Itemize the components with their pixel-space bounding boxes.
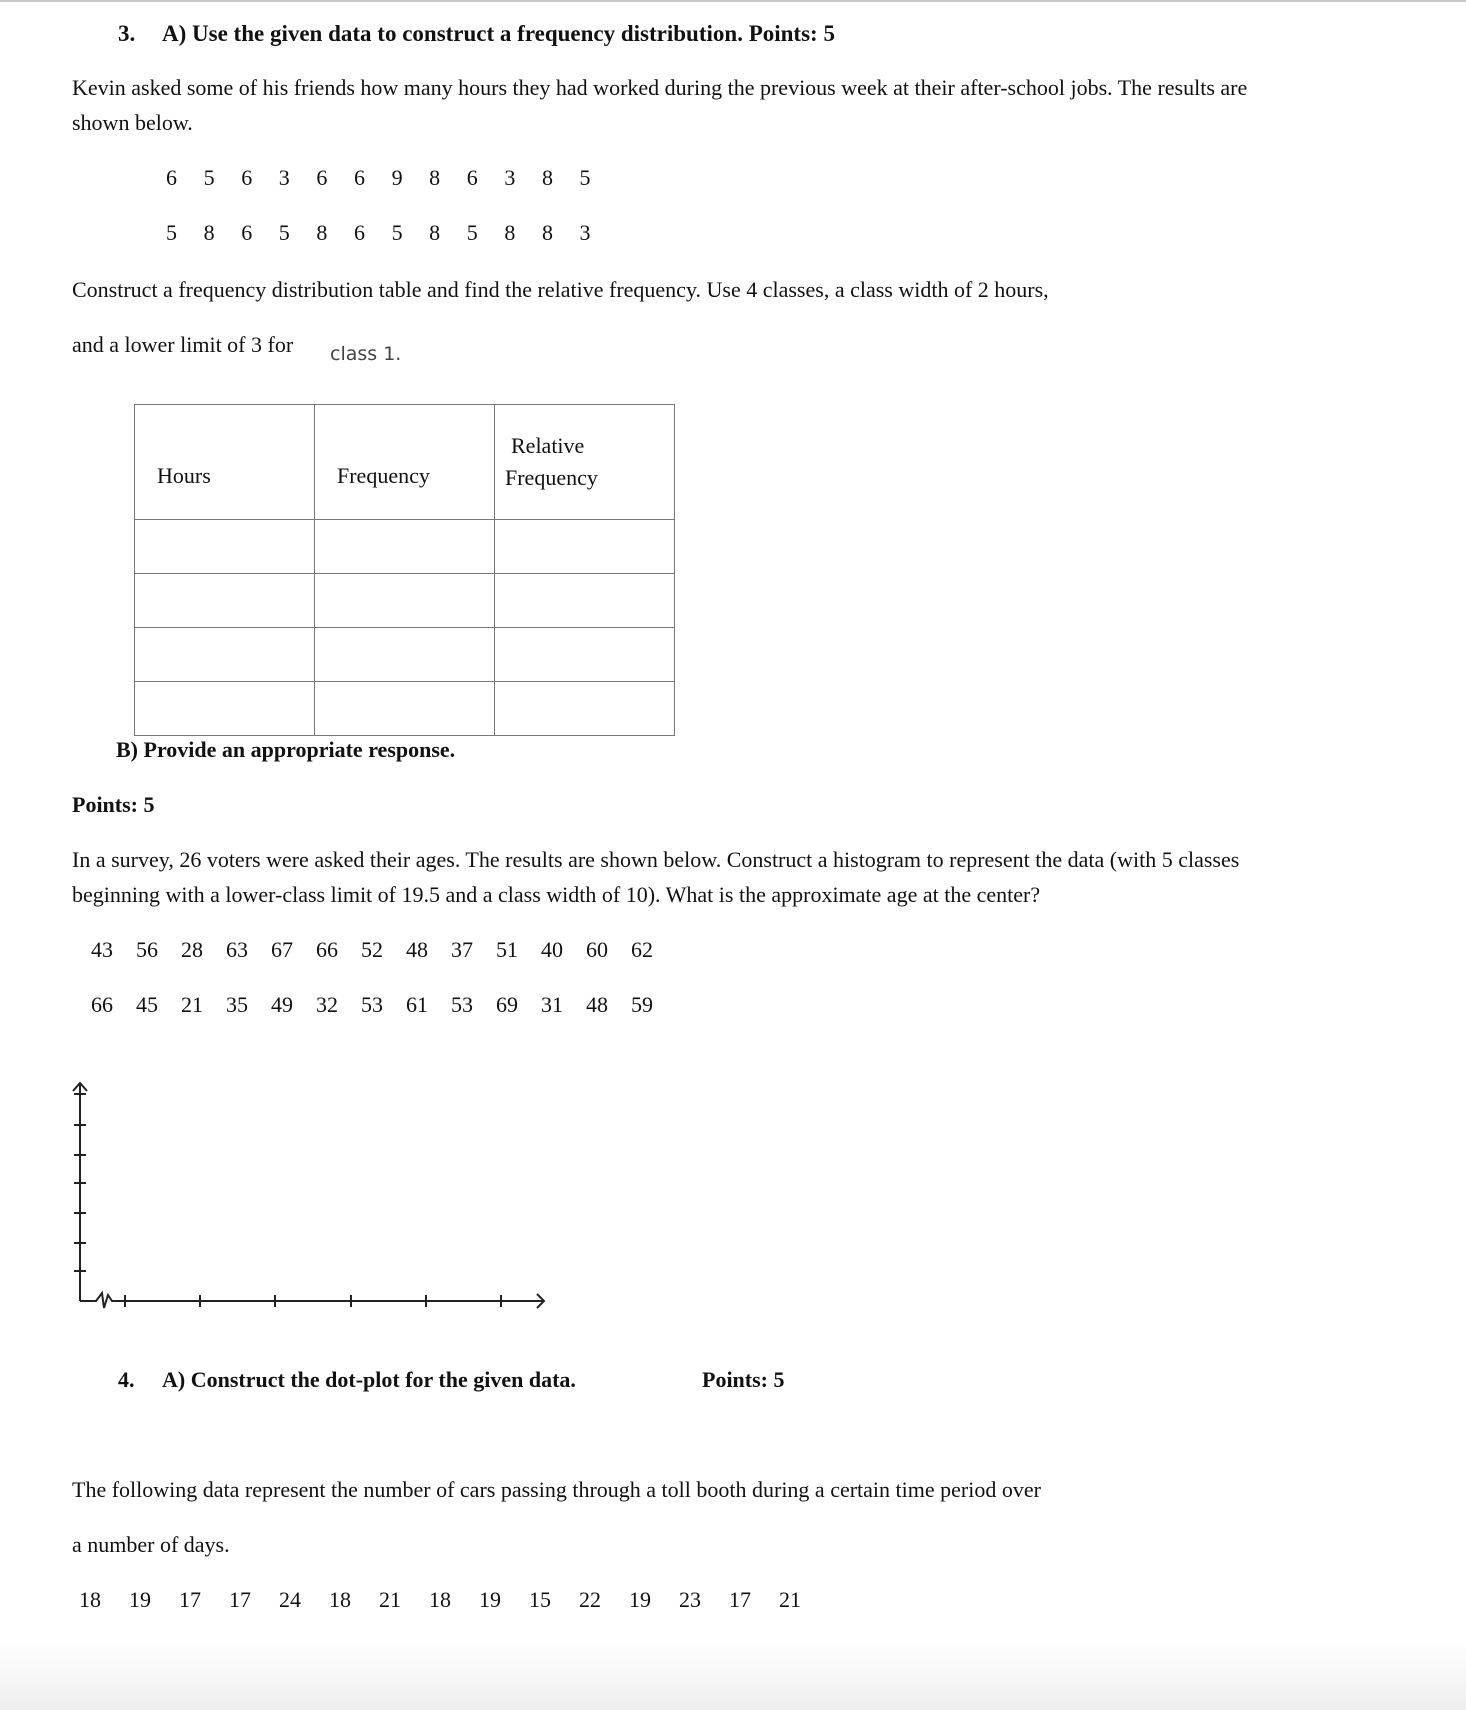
part-b-title: B) Provide an appropriate response. [116, 737, 456, 762]
data-value: 63 [226, 937, 248, 962]
data-value: 9 [391, 165, 403, 190]
data-value: 35 [226, 992, 248, 1017]
data-value: 5 [166, 220, 177, 245]
data-value: 3 [278, 165, 290, 190]
q3-number: 3. [118, 21, 136, 46]
data-value: 17 [729, 1587, 751, 1612]
data-value: 31 [541, 992, 563, 1017]
data-value: 66 [91, 992, 113, 1017]
data-value: 17 [179, 1587, 201, 1612]
data-value: 66 [316, 937, 338, 962]
data-value: 19 [479, 1587, 501, 1612]
header-frequency: Frequency [315, 405, 495, 520]
data-value: 6 [166, 165, 177, 190]
data-value: 60 [586, 937, 608, 962]
header-relative: Relative [511, 433, 585, 458]
bottom-fade [0, 1640, 1466, 1710]
q4-intro-line2: a number of days. [72, 1532, 230, 1557]
x-axis-with-break [80, 1293, 544, 1308]
data-value: 8 [541, 165, 553, 190]
q3-title: A) Use the given data to construct a frequency distribution. Points: 5 [162, 21, 835, 46]
data-value: 19 [629, 1587, 651, 1612]
q3-intro-line1: Kevin asked some of his friends how many hours they had worked during the previous week at their after-school jobs. The results are [72, 75, 1248, 100]
header-hours: Hours [135, 405, 315, 520]
survey-line1: In a survey, 26 voters were asked their ages. The results are shown below. Construct a histogram to represent the data (with 5 classes [72, 847, 1240, 872]
part-b-points: Points: 5 [72, 792, 155, 817]
q4-points: Points: 5 [702, 1367, 785, 1392]
data-value: 15 [529, 1587, 551, 1612]
data-value: 5 [278, 220, 290, 245]
data-value: 56 [136, 937, 158, 962]
histogram-axes [73, 1083, 544, 1308]
data-value: 21 [379, 1587, 401, 1612]
data-value: 32 [316, 992, 338, 1017]
data-value: 61 [406, 992, 428, 1017]
data-value: 21 [181, 992, 203, 1017]
data-value: 48 [586, 992, 608, 1017]
data-value: 18 [329, 1587, 351, 1612]
data-value: 8 [429, 220, 441, 245]
q4-number: 4. [118, 1367, 135, 1392]
data-value: 6 [466, 165, 478, 190]
data-value: 8 [504, 220, 516, 245]
data-value: 8 [316, 220, 328, 245]
data-value: 24 [279, 1587, 301, 1612]
data-value: 6 [353, 220, 365, 245]
data-value: 52 [361, 937, 383, 962]
data-value: 69 [496, 992, 518, 1017]
data-value: 6 [316, 165, 328, 190]
data-value: 6 [241, 165, 253, 190]
data-value: 5 [391, 220, 403, 245]
data-value: 17 [229, 1587, 251, 1612]
data-value: 6 [241, 220, 253, 245]
data-value: 8 [203, 220, 215, 245]
data-value: 18 [79, 1587, 101, 1612]
data-value: 59 [631, 992, 653, 1017]
data-value: 5 [466, 220, 478, 245]
data-value: 22 [579, 1587, 601, 1612]
data-value: 51 [496, 937, 518, 962]
data-value: 53 [361, 992, 383, 1017]
data-value: 48 [406, 937, 428, 962]
header-frequency-2: Frequency [505, 465, 598, 490]
q3-instruction-line1: Construct a frequency distribution table and find the relative frequency. Use 4 classes, a class width of 2 hours, [72, 277, 1049, 302]
data-value: 5 [203, 165, 215, 190]
data-value: 8 [541, 220, 553, 245]
data-value: 67 [271, 937, 293, 962]
cars-data-row [79, 1589, 829, 1611]
data-value: 18 [429, 1587, 451, 1612]
data-value: 49 [271, 992, 293, 1017]
q3-intro-line2: shown below. [72, 110, 193, 135]
data-value: 43 [91, 937, 113, 962]
data-value: 53 [451, 992, 473, 1017]
data-value: 28 [181, 937, 203, 962]
survey-line2: beginning with a lower-class limit of 19.5 and a class width of 10). What is the approximate age at the center? [72, 882, 1041, 907]
q4-title: A) Construct the dot-plot for the given data. [162, 1367, 576, 1392]
data-value: 62 [631, 937, 653, 962]
data-value: 40 [541, 937, 563, 962]
data-value: 23 [679, 1587, 701, 1612]
data-value: 45 [136, 992, 158, 1017]
data-value: 21 [779, 1587, 801, 1612]
q3-instruction-line2: and a lower limit of 3 for [72, 332, 294, 357]
data-value: 6 [353, 165, 365, 190]
data-value: 3 [579, 220, 591, 245]
data-value: 37 [451, 937, 473, 962]
q4-intro-line1: The following data represent the number of cars passing through a toll booth during a certain time period over [72, 1477, 1041, 1502]
data-value: 3 [504, 165, 516, 190]
data-value: 5 [579, 165, 591, 190]
data-value: 19 [129, 1587, 151, 1612]
class1-label: class 1. [330, 343, 402, 365]
data-value: 8 [429, 165, 441, 190]
